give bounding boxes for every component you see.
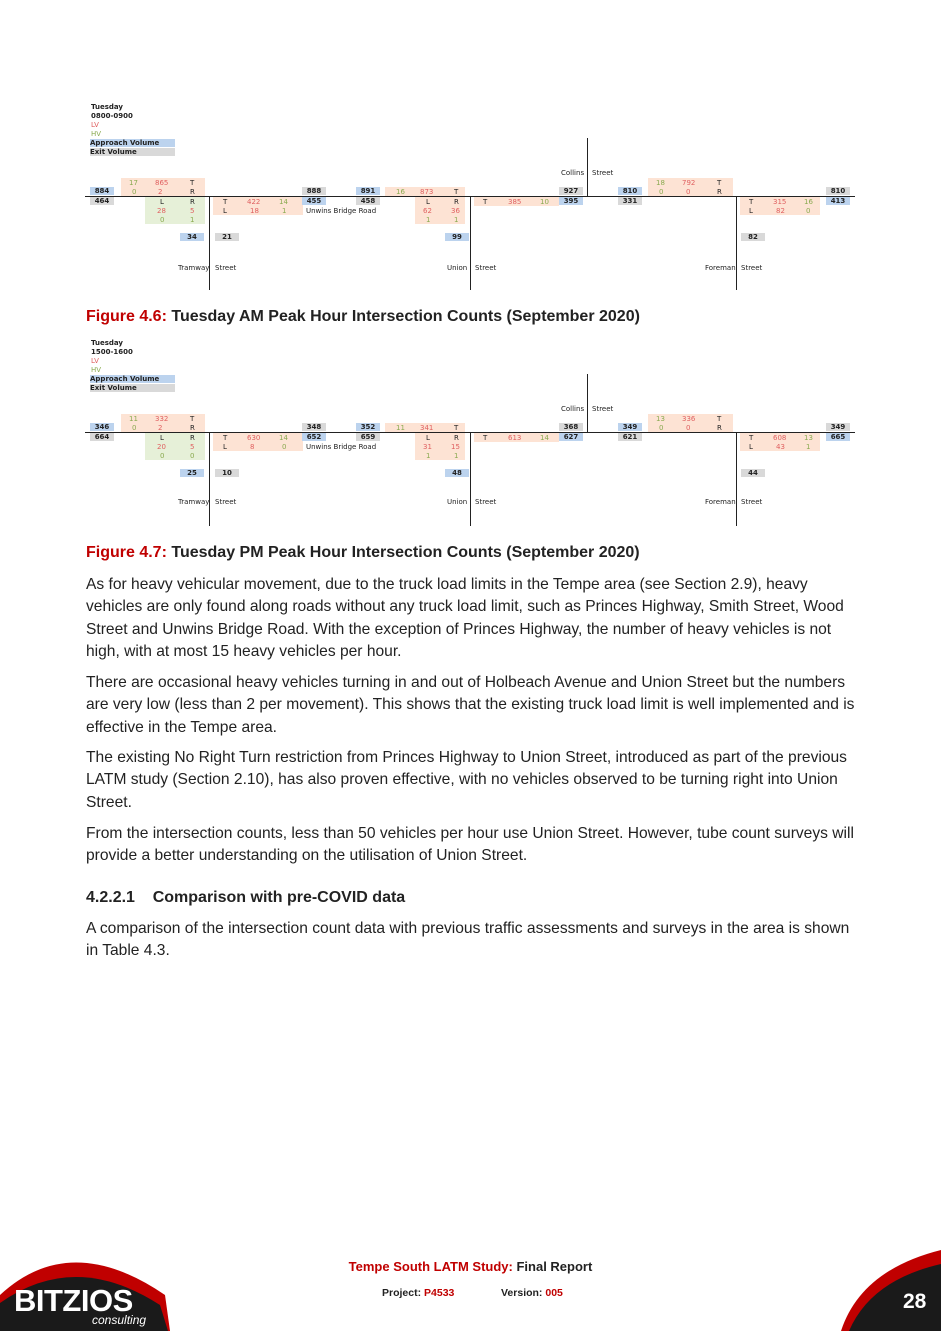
movement-label: R	[190, 188, 195, 196]
lv-count: 20	[157, 443, 166, 451]
version-value: 005	[545, 1287, 563, 1299]
movement-label: T	[454, 424, 459, 432]
approach-volume: 34	[180, 233, 204, 241]
street-label: Street	[741, 264, 763, 272]
lv-count: 792	[682, 179, 696, 187]
section-number: 4.2.2.1	[86, 889, 135, 906]
movement-label: R	[454, 198, 459, 206]
body-paragraph-1: As for heavy vehicular movement, due to the truck load limits in the Tempe area (see Section 2.9), heavy vehicles are only found along roads without any truck load limit, such as Princes Highway, Smith Street, Wood Street and Unwins Bridge Road. With the exception of Princes Highway, the number of heavy vehicles is not high, with at most 15 heavy vehicles per hour.	[86, 576, 844, 661]
diagram-day: Tuesday	[91, 103, 123, 111]
lv-count: 28	[157, 207, 166, 215]
hv-count: 11	[396, 424, 405, 432]
union-line	[470, 196, 471, 290]
lv-count: 613	[508, 434, 522, 442]
logo-text: BITZIOS	[14, 1283, 133, 1318]
collins-line	[587, 374, 588, 432]
approach-volume: 884	[90, 187, 114, 195]
footer-project	[382, 1287, 454, 1299]
project-value: P4533	[424, 1287, 455, 1299]
hv-count: 16	[804, 198, 813, 206]
movement-label: T	[749, 198, 754, 206]
hv-count: 0	[160, 216, 165, 224]
movement-label: T	[717, 415, 722, 423]
street-label: Unwins Bridge Road	[306, 443, 377, 451]
hv-count: 0	[659, 188, 664, 196]
movement-label: R	[717, 188, 722, 196]
exit-volume: 458	[356, 197, 380, 205]
lv-count: 0	[686, 188, 691, 196]
street-label: Street	[475, 498, 497, 506]
approach-volume: 810	[618, 187, 642, 195]
movement-label: T	[483, 434, 488, 442]
approach-volume: 346	[90, 423, 114, 431]
movement-label: T	[749, 434, 754, 442]
lv-count: 8	[250, 443, 255, 451]
approach-volume: 349	[618, 423, 642, 431]
hv-count: 1	[426, 216, 431, 224]
legend-exit: Exit Volume	[90, 384, 175, 392]
hv-count: 17	[129, 179, 138, 187]
approach-volume: 888	[302, 187, 326, 195]
hv-count: 0	[160, 452, 165, 460]
exit-volume: 621	[618, 433, 642, 441]
hv-count: 0	[132, 188, 137, 196]
hv-count: 1	[282, 207, 287, 215]
foreman-line	[736, 432, 737, 526]
lv-count: 608	[773, 434, 787, 442]
lv-count: 82	[776, 207, 785, 215]
diagram-time: 0800-0900	[91, 112, 133, 120]
hv-count: 1	[806, 443, 811, 451]
movement-label: L	[426, 434, 430, 442]
footer-logo	[0, 1235, 180, 1331]
exit-volume: 464	[90, 197, 114, 205]
approach-volume: 48	[445, 469, 469, 477]
exit-volume: 413	[826, 197, 850, 205]
caption-number: Figure 4.7:	[86, 544, 167, 561]
exit-volume: 665	[826, 433, 850, 441]
logo-subtext: consulting	[92, 1313, 147, 1327]
hv-count: 13	[804, 434, 813, 442]
hv-count: 1	[454, 216, 459, 224]
lv-count: 36	[451, 207, 460, 215]
approach-volume: 44	[741, 469, 765, 477]
approach-volume: 810	[826, 187, 850, 195]
hv-count: 1	[454, 452, 459, 460]
street-label: Tramway	[178, 498, 210, 506]
figure-4-7-caption	[86, 544, 640, 562]
hv-count: 0	[190, 452, 195, 460]
collins-line	[587, 138, 588, 196]
exit-volume: 627	[559, 433, 583, 441]
hv-count: 14	[279, 198, 288, 206]
street-label: Unwins Bridge Road	[306, 207, 377, 215]
hv-count: 1	[190, 216, 195, 224]
street-label: Foreman	[705, 498, 736, 506]
exit-volume: 21	[215, 233, 239, 241]
exit-volume: 331	[618, 197, 642, 205]
lv-count: 315	[773, 198, 787, 206]
lv-count: 422	[247, 198, 261, 206]
lv-count: 2	[158, 188, 163, 196]
footer-study: Tempe South LATM Study:	[348, 1259, 513, 1274]
approach-volume: 927	[559, 187, 583, 195]
street-label: Union	[447, 498, 468, 506]
hv-count: 0	[282, 443, 287, 451]
movement-label: R	[454, 434, 459, 442]
legend-hv: HV	[91, 130, 102, 138]
page-number: 28	[903, 1290, 927, 1313]
approach-volume: 99	[445, 233, 469, 241]
figure-4-6-diagram	[85, 100, 855, 300]
lv-count: 18	[250, 207, 259, 215]
lv-count: 0	[686, 424, 691, 432]
street-label: Collins	[561, 405, 585, 413]
street-label: Street	[475, 264, 497, 272]
lv-count: 865	[155, 179, 169, 187]
caption-number: Figure 4.6:	[86, 308, 167, 325]
footer-version	[501, 1287, 563, 1299]
lv-count: 336	[682, 415, 696, 423]
legend-lv: LV	[91, 357, 99, 365]
approach-volume: 352	[356, 423, 380, 431]
street-label: Street	[741, 498, 763, 506]
hv-count: 0	[806, 207, 811, 215]
movement-label: T	[190, 415, 195, 423]
footer-title	[0, 1259, 941, 1274]
movement-label: R	[190, 434, 195, 442]
approach-volume: 82	[741, 233, 765, 241]
movement-label: T	[223, 198, 228, 206]
hv-count: 1	[426, 452, 431, 460]
movement-label: R	[717, 424, 722, 432]
body-paragraph-4: From the intersection counts, less than 50 vehicles per hour use Union Street. However, tube count surveys will provide a better understanding on the utilisation of Union Street.	[86, 825, 854, 865]
hv-count: 0	[659, 424, 664, 432]
approach-volume: 368	[559, 423, 583, 431]
street-label: Street	[215, 264, 237, 272]
legend-lv: LV	[91, 121, 99, 129]
lv-count: 332	[155, 415, 169, 423]
hv-count: 13	[656, 415, 665, 423]
hv-count: 16	[396, 188, 405, 196]
body-paragraph-2: There are occasional heavy vehicles turning in and out of Holbeach Avenue and Union Street but the numbers are very low (less than 2 per movement). This shows that the existing truck load limit is well implemented and is effective in the Tempe area.	[86, 674, 855, 736]
lv-count: 62	[423, 207, 432, 215]
movement-label: L	[426, 198, 430, 206]
lv-count: 2	[158, 424, 163, 432]
movement-label: L	[160, 434, 164, 442]
approach-volume: 348	[302, 423, 326, 431]
tramway-line	[209, 196, 210, 290]
lv-count: 31	[423, 443, 432, 451]
lv-count: 15	[451, 443, 460, 451]
version-label: Version:	[501, 1287, 543, 1299]
movement-label: L	[749, 207, 753, 215]
tramway-line	[209, 432, 210, 526]
movement-label: L	[223, 443, 227, 451]
movement-label: T	[223, 434, 228, 442]
movement-label: T	[717, 179, 722, 187]
movement-label: L	[160, 198, 164, 206]
lv-count: 5	[190, 443, 195, 451]
hv-count: 0	[132, 424, 137, 432]
section-heading	[86, 889, 405, 907]
footer-page-badge	[841, 1250, 941, 1331]
approach-volume: 891	[356, 187, 380, 195]
street-label: Collins	[561, 169, 585, 177]
approach-volume: 25	[180, 469, 204, 477]
legend-exit: Exit Volume	[90, 148, 175, 156]
caption-text: Tuesday PM Peak Hour Intersection Counts (September 2020)	[171, 544, 640, 561]
street-label: Street	[592, 169, 614, 177]
exit-volume: 395	[559, 197, 583, 205]
hv-count: 14	[540, 434, 549, 442]
figure-4-6-caption	[86, 308, 640, 326]
legend-hv: HV	[91, 366, 102, 374]
section-title: Comparison with pre-COVID data	[152, 889, 406, 906]
lv-count: 385	[508, 198, 522, 206]
movement-label: T	[483, 198, 488, 206]
project-label: Project:	[382, 1287, 422, 1299]
footer-report: Final Report	[516, 1259, 593, 1274]
approach-volume: 349	[826, 423, 850, 431]
street-label: Street	[215, 498, 237, 506]
street-label: Foreman	[705, 264, 736, 272]
exit-volume: 664	[90, 433, 114, 441]
foreman-line	[736, 196, 737, 290]
movement-label: T	[190, 179, 195, 187]
caption-text: Tuesday AM Peak Hour Intersection Counts (September 2020)	[171, 308, 640, 325]
exit-volume: 652	[302, 433, 326, 441]
lv-count: 43	[776, 443, 785, 451]
lv-count: 630	[247, 434, 261, 442]
movement-label: T	[454, 188, 459, 196]
hv-count: 11	[129, 415, 138, 423]
movement-label: L	[749, 443, 753, 451]
movement-label: R	[190, 424, 195, 432]
figure-4-7-diagram	[85, 336, 855, 536]
street-label: Union	[447, 264, 468, 272]
movement-label: R	[190, 198, 195, 206]
movement-label: L	[223, 207, 227, 215]
hv-count: 10	[540, 198, 549, 206]
street-label: Street	[592, 405, 614, 413]
union-line	[470, 432, 471, 526]
street-label: Tramway	[178, 264, 210, 272]
lv-count: 5	[190, 207, 195, 215]
legend-approach: Approach Volume	[90, 139, 175, 147]
lv-count: 873	[420, 188, 434, 196]
diagram-day: Tuesday	[91, 339, 123, 347]
exit-volume: 659	[356, 433, 380, 441]
body-paragraph-5: A comparison of the intersection count data with previous traffic assessments and surveys in the area is shown in Table 4.3.	[86, 920, 850, 960]
legend-approach: Approach Volume	[90, 375, 175, 383]
diagram-time: 1500-1600	[91, 348, 133, 356]
body-paragraph-3: The existing No Right Turn restriction from Princes Highway to Union Street, introduced as part of the previous LATM study (Section 2.10), has also proven effective, with no vehicles observed to be turning right into Union Street.	[86, 749, 847, 811]
exit-volume: 455	[302, 197, 326, 205]
exit-volume: 10	[215, 469, 239, 477]
hv-count: 14	[279, 434, 288, 442]
hv-count: 18	[656, 179, 665, 187]
lv-count: 341	[420, 424, 434, 432]
